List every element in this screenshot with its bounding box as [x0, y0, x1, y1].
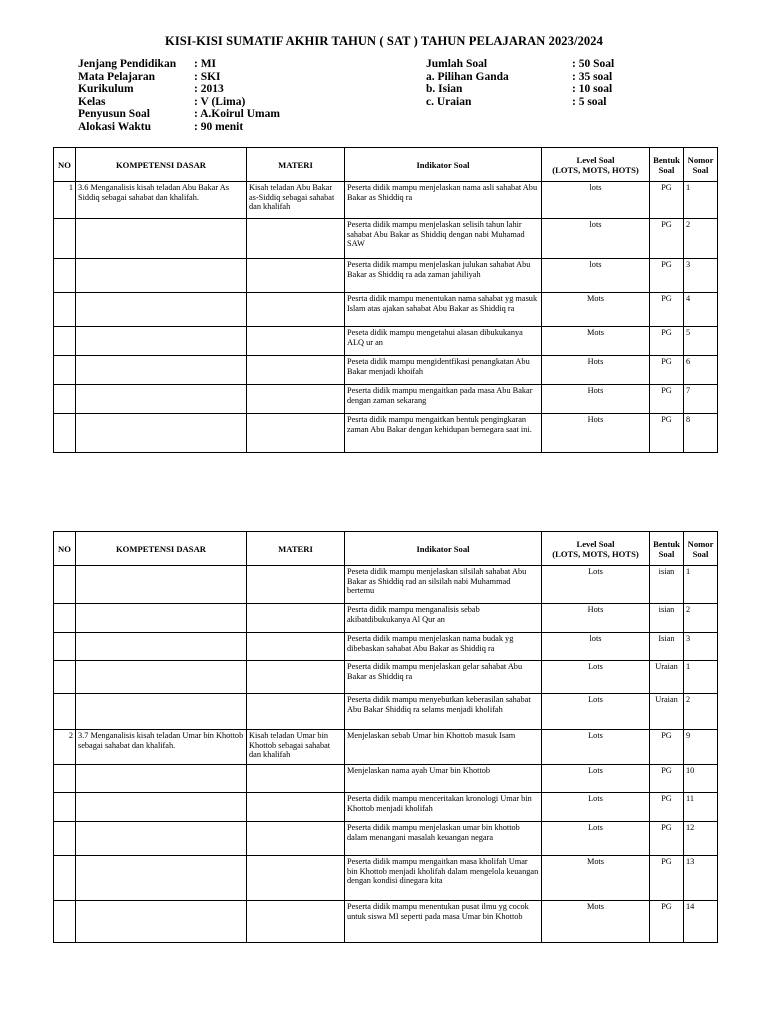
cell-kompetensi-dasar	[76, 414, 247, 453]
cell-bentuk-soal: isian	[650, 604, 684, 633]
cell-level-soal: Mots	[542, 293, 650, 327]
cell-indikator: Peserta didik mampu menjelaskan nama budak yg dibebaskan sahabat Abu Bakar as Shiddiq ra	[345, 633, 542, 661]
table-row	[54, 219, 718, 259]
cell-kompetensi-dasar: 3.6 Menganalisis kisah teladan Abu Bakar As Siddiq sebagai sahabat dan khalifah.	[76, 182, 247, 219]
info-value: : SKI	[194, 70, 221, 83]
kisi-table-2-body	[54, 566, 718, 943]
cell-level-soal: Lots	[542, 822, 650, 856]
header-bentuk-line1: Bentuk	[653, 154, 680, 165]
info-label: Mata Pelajaran	[78, 70, 155, 83]
cell-level-soal: lots	[542, 182, 650, 219]
cell-level-soal: Hots	[542, 414, 650, 453]
cell-materi	[247, 793, 345, 822]
cell-materi	[247, 661, 345, 694]
cell-indikator: Peserta didik mampu menjelaskan selisih tahun lahir sahabat Abu Bakar as Shiddiq dengan nabi Muhamad SAW	[345, 219, 542, 259]
cell-nomor-soal: 2	[684, 694, 718, 730]
header-nomor-line2: Soal	[692, 548, 709, 559]
table-row	[54, 414, 718, 453]
info-row	[426, 83, 614, 96]
cell-materi	[247, 822, 345, 856]
cell-indikator: Peseta didik mampu mengidentfikasi penangkatan Abu Bakar menjadi khoifah	[345, 356, 542, 385]
cell-kompetensi-dasar: 3.7 Menganalisis kisah teladan Umar bin Khottob sebagai sahabat dan khalifah.	[76, 730, 247, 765]
table-row	[54, 633, 718, 661]
info-label: Kurikulum	[78, 83, 134, 96]
cell-materi	[247, 293, 345, 327]
cell-materi	[247, 765, 345, 793]
cell-bentuk-soal: isian	[650, 566, 684, 604]
info-value: : 50 Soal	[572, 58, 615, 70]
cell-kompetensi-dasar	[76, 901, 247, 943]
cell-nomor-soal: 1	[684, 566, 718, 604]
info-label: Kelas	[78, 95, 106, 108]
cell-no: 1	[54, 182, 76, 219]
cell-level-soal: lots	[542, 633, 650, 661]
header-level-soal	[542, 148, 650, 182]
cell-no	[54, 566, 76, 604]
table-row	[54, 822, 718, 856]
cell-bentuk-soal: PG	[650, 182, 684, 219]
cell-level-soal: Hots	[542, 385, 650, 414]
cell-indikator: Peseta didik mampu mengetahui alasan dibukukanya ALQ ur an	[345, 327, 542, 356]
table-row	[54, 356, 718, 385]
cell-materi	[247, 694, 345, 730]
cell-materi	[247, 356, 345, 385]
cell-indikator: Menjelaskan sebab Umar bin Khottob masuk Isam	[345, 730, 542, 765]
cell-level-soal: Lots	[542, 566, 650, 604]
cell-no	[54, 327, 76, 356]
info-label: c. Uraian	[426, 95, 472, 108]
header-materi: MATERI	[247, 148, 345, 182]
cell-no	[54, 661, 76, 694]
cell-nomor-soal: 14	[684, 901, 718, 943]
cell-no: 2	[54, 730, 76, 765]
info-row	[78, 96, 280, 109]
cell-level-soal: lots	[542, 259, 650, 293]
info-value: : 2013	[194, 83, 224, 96]
cell-no	[54, 822, 76, 856]
info-right	[426, 58, 614, 108]
cell-nomor-soal: 7	[684, 385, 718, 414]
cell-materi	[247, 414, 345, 453]
table-row	[54, 566, 718, 604]
info-value: : A.Koirul Umam	[194, 108, 280, 121]
header-kompetensi-dasar: KOMPETENSI DASAR	[76, 148, 247, 182]
info-label: a. Pilihan Ganda	[426, 70, 509, 83]
table-header-row	[54, 532, 718, 566]
info-value: : V (Lima)	[194, 95, 246, 108]
table-row	[54, 765, 718, 793]
header-nomor-soal	[684, 148, 718, 182]
table-row	[54, 694, 718, 730]
cell-no	[54, 604, 76, 633]
cell-indikator: Peserta didik mampu menjelaskan julukan sahabat Abu Bakar as Shiddiq ra ada zaman jahiliyah	[345, 259, 542, 293]
header-level-line2: (LOTS, MOTS, HOTS)	[552, 548, 639, 559]
info-row	[78, 58, 280, 71]
table-row	[54, 259, 718, 293]
cell-materi	[247, 259, 345, 293]
cell-level-soal: Lots	[542, 730, 650, 765]
info-row	[78, 83, 280, 96]
cell-level-soal: Lots	[542, 765, 650, 793]
cell-bentuk-soal: PG	[650, 793, 684, 822]
cell-nomor-soal: 10	[684, 765, 718, 793]
table-row	[54, 661, 718, 694]
cell-nomor-soal: 12	[684, 822, 718, 856]
cell-bentuk-soal: Isian	[650, 633, 684, 661]
cell-indikator: Peserta didik mampu menceritakan kronologi Umar bin Khottob menjadi kholifah	[345, 793, 542, 822]
header-nomor-soal	[684, 532, 718, 566]
cell-indikator: Peserta didik mampu menjelaskan nama asli sahabat Abu Bakar as Shiddiq ra	[345, 182, 542, 219]
cell-no	[54, 414, 76, 453]
info-label: Penyusun Soal	[78, 108, 150, 121]
cell-indikator: Peserta didik mampu mengaitkan pada masa Abu Bakar dengan zaman sekarang	[345, 385, 542, 414]
cell-level-soal: Lots	[542, 793, 650, 822]
cell-nomor-soal: 2	[684, 604, 718, 633]
table-row	[54, 856, 718, 901]
cell-nomor-soal: 11	[684, 793, 718, 822]
cell-nomor-soal: 8	[684, 414, 718, 453]
cell-level-soal: Hots	[542, 604, 650, 633]
cell-materi: Kisah teladan Umar bin Khottob sebagai sahabat dan khalifah	[247, 730, 345, 765]
cell-indikator: Peserta didik mampu mengaitkan masa kholifah Umar bin Khottob menjadi kholifah dalam mengelola keuangan dengan kondisi dinegara kita	[345, 856, 542, 901]
cell-no	[54, 219, 76, 259]
header-level-line1: Level Soal	[576, 154, 615, 165]
cell-no	[54, 293, 76, 327]
cell-materi	[247, 219, 345, 259]
cell-kompetensi-dasar	[76, 765, 247, 793]
cell-bentuk-soal: PG	[650, 356, 684, 385]
table-row	[54, 385, 718, 414]
header-no: NO	[54, 148, 76, 182]
table-row	[54, 293, 718, 327]
cell-no	[54, 856, 76, 901]
table-row	[54, 730, 718, 765]
info-row	[426, 96, 614, 109]
cell-bentuk-soal: PG	[650, 856, 684, 901]
header-no: NO	[54, 532, 76, 566]
cell-level-soal: Lots	[542, 694, 650, 730]
cell-nomor-soal: 1	[684, 661, 718, 694]
cell-no	[54, 694, 76, 730]
header-bentuk-soal	[650, 532, 684, 566]
cell-materi	[247, 901, 345, 943]
cell-no	[54, 901, 76, 943]
cell-no	[54, 259, 76, 293]
cell-kompetensi-dasar	[76, 385, 247, 414]
cell-kompetensi-dasar	[76, 327, 247, 356]
cell-bentuk-soal: Uraian	[650, 661, 684, 694]
cell-nomor-soal: 9	[684, 730, 718, 765]
kisi-table-1	[53, 147, 718, 453]
cell-no	[54, 356, 76, 385]
cell-materi	[247, 327, 345, 356]
info-label: Jenjang Pendidikan	[78, 58, 177, 70]
table-row	[54, 327, 718, 356]
cell-level-soal: Mots	[542, 327, 650, 356]
cell-level-soal: Lots	[542, 661, 650, 694]
header-nomor-line2: Soal	[692, 164, 709, 175]
cell-kompetensi-dasar	[76, 661, 247, 694]
header-materi: MATERI	[247, 532, 345, 566]
cell-bentuk-soal: PG	[650, 901, 684, 943]
cell-bentuk-soal: PG	[650, 385, 684, 414]
info-value: : 10 soal	[572, 83, 613, 96]
header-indikator: Indikator Soal	[345, 148, 542, 182]
cell-kompetensi-dasar	[76, 822, 247, 856]
cell-bentuk-soal: PG	[650, 765, 684, 793]
cell-nomor-soal: 3	[684, 633, 718, 661]
cell-nomor-soal: 2	[684, 219, 718, 259]
info-row	[78, 108, 280, 121]
cell-kompetensi-dasar	[76, 793, 247, 822]
cell-bentuk-soal: PG	[650, 259, 684, 293]
header-nomor-line1: Nomor	[687, 538, 714, 549]
cell-bentuk-soal: PG	[650, 730, 684, 765]
cell-kompetensi-dasar	[76, 633, 247, 661]
cell-no	[54, 765, 76, 793]
info-row	[78, 71, 280, 84]
cell-bentuk-soal: PG	[650, 414, 684, 453]
cell-nomor-soal: 4	[684, 293, 718, 327]
cell-level-soal: Hots	[542, 356, 650, 385]
cell-nomor-soal: 1	[684, 182, 718, 219]
info-label: b. Isian	[426, 83, 463, 96]
cell-kompetensi-dasar	[76, 566, 247, 604]
kisi-table-1-body	[54, 182, 718, 453]
header-bentuk-line2: Soal	[658, 548, 675, 559]
cell-bentuk-soal: PG	[650, 219, 684, 259]
cell-materi	[247, 566, 345, 604]
cell-bentuk-soal: PG	[650, 293, 684, 327]
info-left	[78, 58, 280, 134]
info-row	[426, 58, 614, 71]
header-level-line1: Level Soal	[576, 538, 615, 549]
document-title: KISI-KISI SUMATIF AKHIR TAHUN ( SAT ) TAHUN PELAJARAN 2023/2024	[165, 34, 603, 48]
cell-no	[54, 385, 76, 414]
info-label: Alokasi Waktu	[78, 120, 151, 133]
cell-indikator: Pesrta didik mampu menentukan nama sahabat yg masuk Islam atas ajakan sahabat Abu Bakar as Shiddiq ra	[345, 293, 542, 327]
cell-kompetensi-dasar	[76, 219, 247, 259]
cell-level-soal: Mots	[542, 901, 650, 943]
cell-level-soal: Mots	[542, 856, 650, 901]
cell-bentuk-soal: Uraian	[650, 694, 684, 730]
cell-no	[54, 633, 76, 661]
header-indikator: Indikator Soal	[345, 532, 542, 566]
table-row	[54, 182, 718, 219]
cell-materi: Kisah teladan Abu Bakar as-Siddiq sebagai sahabat dan khalifah	[247, 182, 345, 219]
table-row	[54, 793, 718, 822]
cell-kompetensi-dasar	[76, 604, 247, 633]
header-level-line2: (LOTS, MOTS, HOTS)	[552, 164, 639, 175]
cell-no	[54, 793, 76, 822]
cell-kompetensi-dasar	[76, 694, 247, 730]
header-nomor-line1: Nomor	[687, 154, 714, 165]
cell-nomor-soal: 13	[684, 856, 718, 901]
cell-kompetensi-dasar	[76, 856, 247, 901]
cell-indikator: Menjelaskan nama ayah Umar bin Khottob	[345, 765, 542, 793]
info-row	[426, 71, 614, 84]
cell-nomor-soal: 6	[684, 356, 718, 385]
cell-indikator: Pesrta didik mampu menganalisis sebab akibatdibukukanya Al Qur an	[345, 604, 542, 633]
header-bentuk-line1: Bentuk	[653, 538, 680, 549]
table-row	[54, 901, 718, 943]
cell-materi	[247, 633, 345, 661]
table-header-row	[54, 148, 718, 182]
cell-indikator: Peserta didik mampu menyebutkan keberasilan sahabat Abu Bakar Shiddiq ra selams menjadi kholifah	[345, 694, 542, 730]
info-value: : 90 menit	[194, 120, 244, 133]
info-value: : MI	[194, 58, 217, 70]
cell-materi	[247, 856, 345, 901]
table-row	[54, 604, 718, 633]
cell-level-soal: lots	[542, 219, 650, 259]
info-value: : 5 soal	[572, 95, 607, 108]
cell-materi	[247, 385, 345, 414]
cell-nomor-soal: 5	[684, 327, 718, 356]
cell-indikator: Peserta didik mampu menentukan pusat ilmu yg cocok untuk siswa MI seperti pada masa Umar bin Khottob	[345, 901, 542, 943]
cell-kompetensi-dasar	[76, 259, 247, 293]
header-level-soal	[542, 532, 650, 566]
kisi-table-2	[53, 531, 718, 943]
cell-indikator: Peserta didik mampu menjelaskan umar bin khottob dalam menangani masalah keuangan negara	[345, 822, 542, 856]
cell-indikator: Pesrta didik mampu mengaitkan bentuk pengingkaran zaman Abu Bakar dengan kehidupan bernegara saat ini.	[345, 414, 542, 453]
header-kompetensi-dasar: KOMPETENSI DASAR	[76, 532, 247, 566]
info-value: : 35 soal	[572, 70, 613, 83]
cell-bentuk-soal: PG	[650, 327, 684, 356]
cell-kompetensi-dasar	[76, 293, 247, 327]
cell-materi	[247, 604, 345, 633]
header-bentuk-soal	[650, 148, 684, 182]
header-bentuk-line2: Soal	[658, 164, 675, 175]
cell-indikator: Peseta didik mampu menjelaskan silsilah sahabat Abu Bakar as Shiddiq rad an silsilah nabi Muhammad bertemu	[345, 566, 542, 604]
cell-kompetensi-dasar	[76, 356, 247, 385]
cell-indikator: Peserta didik mampu menjelaskan gelar sahabat Abu Bakar as Shiddiq ra	[345, 661, 542, 694]
cell-bentuk-soal: PG	[650, 822, 684, 856]
info-row	[78, 121, 280, 134]
cell-nomor-soal: 3	[684, 259, 718, 293]
info-label: Jumlah Soal	[426, 58, 488, 70]
